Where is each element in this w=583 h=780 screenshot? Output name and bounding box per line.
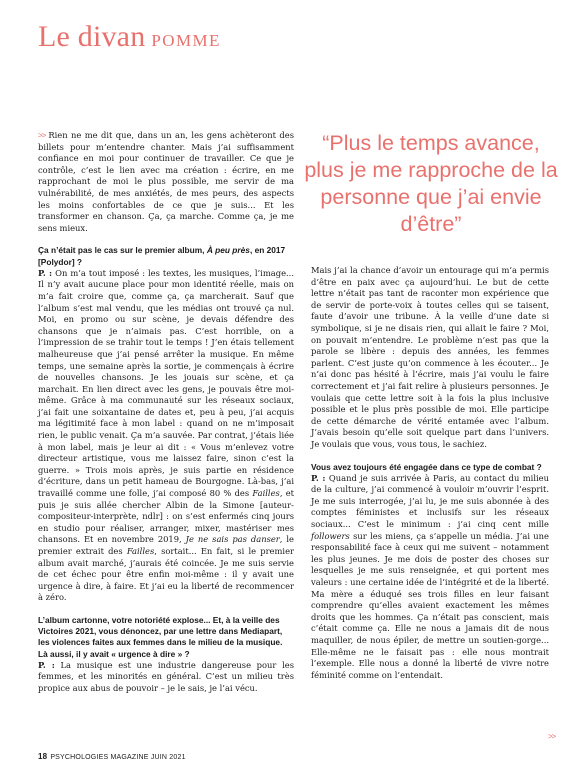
paragraph: >> Rien ne me dit que, dans un an, les gens achèteront des billets pour m’entendre chanter. Mais j’ai suffisamment confiance en moi pour continuer de travailler. Ce que je contrôle, c’est le lien avec ma création : écrire, en me rapprochant de moi le plus possible, me servir de ma vulnérabilité, de mes anxiétés, de mes peurs, des aspects les moins confortables de ce que je suis... Et les transformer en chanson. Ça, ça marche. Comme ça, je me sens mieux. bbox=[38, 130, 294, 233]
next-page-arrow-icon: >> bbox=[548, 732, 556, 741]
speaker-label: P. : bbox=[311, 472, 326, 483]
paragraph: P. : On m’a tout imposé : les textes, les musiques, l’image... Il n’y avait aucune place pour mon identité réelle, mais on m’a fait croire que, comme ça, ça marcherait. Sauf que l’album s’est mal vendu, que les médias ont trouvé ça nul. Moi, en promo ou sur scène, je devais défendre des chansons que je n’aimais pas. C’est horrible, on a l’impression de se trahir tout le temps ! J’en étais tellement malheureuse que j’ai pensé arrêter la musique. En même temps, une semaine après la sortie, je commençais à écrire de nouvelles chansons. Je les jouais sur scène, et ça marchait. En lien direct avec les gens, je pouvais être moi-même. Grâce à ma communauté sur les réseaux sociaux, j’ai fait une soixantaine de dates et, peu à peu, j’ai acquis ma légitimité face à mon label : quand on ne m’imposait rien, le public venait. Ça m’a sauvée. Par contrat, j’étais liée à mon label, mais je leur ai dit : « Vous m’enlevez votre directeur artistique, vous me laissez faire, sinon c’est la guerre. » Trois mois après, je suis partie en résidence d’écriture, dans un petit hameau de Bourgogne. Là-bas, j’ai travaillé comme une folle, j’ai composé 80 % des Failles, et puis je suis allée chercher Albin de la Simone [auteur-compositeur-interprète, ndlr] : on s’est enfermés cinq jours en studio pour réaliser, arranger, mixer, mastériser mes chansons. Et en novembre 2019, Je ne sais pas danser, le premier extrait des Failles, sortait... En fait, si le premier album avait marché, j’aurais été coincée. Je me suis servie de cet échec pour être enfin moi-même : il y avait une urgence à dire, à faire. Et j’ai eu la liberté de recommencer à zéro. bbox=[38, 267, 294, 603]
issue-date: JUIN 2021 bbox=[150, 754, 186, 761]
article-column-right bbox=[311, 265, 549, 681]
pull-quote: “Plus le temps avance, plus je me rapproche de la personne que j’ai envie d’être” bbox=[304, 131, 558, 236]
magazine-name: PSYCHOLOGIES MAGAZINE bbox=[50, 754, 149, 761]
paragraph: Mais j’ai la chance d’avoir un entourage qui m’a permis d’être en paix avec ça aujourd’hui. Le but de cette lettre n’était pas tant de raconter mon expérience que de servir de porte-voix à toutes celles qui se taisent, faute d’avoir une tribune. À la veille d’une date si symbolique, si je ne disais rien, qui allait le faire ? Moi, on pouvait m’entendre. Le problème n’est pas que la parole se libère : depuis des années, les femmes parlent. C’est juste qu’on commence à les écouter... Je n’ai donc pas hésité à l’écrire, mais j’ai voulu le faire correctement et j’ai fait relire à plusieurs personnes. Je voulais que cette lettre soit à la fois la plus inclusive possible et le plus près possible de moi. Elle participe de cette démarche de vérité entamée avec l’album. J’avais besoin qu’elle soit quelque part dans l’univers. Je voulais que vous, vous tous, le sachiez. bbox=[311, 265, 549, 449]
paragraph: P. : La musique est une industrie dangereuse pour les femmes, et les minorités en général. C’est un milieu très propice aux abus de pouvoir – je le sais, je l’ai vécu. bbox=[38, 659, 294, 693]
section-header bbox=[38, 20, 221, 60]
interview-question: Vous avez toujours été engagée dans ce type de combat ? bbox=[311, 461, 542, 472]
page-number: 18 bbox=[38, 752, 48, 761]
section-title: Le divan bbox=[38, 20, 146, 53]
continue-arrow-icon: >> bbox=[38, 131, 46, 140]
interview-question: Ça n’était pas le cas sur le premier album, À peu près, en 2017 [Polydor] ? bbox=[38, 245, 286, 267]
page-footer bbox=[38, 752, 186, 761]
speaker-label: P. : bbox=[38, 659, 55, 670]
interview-question: L’album cartonne, votre notoriété explose... Et, à la veille des Victoires 2021, vous dénoncez, par une lettre dans Mediapart, les violences faites aux femmes dans le milieu de la musique. Là aussi, il y avait « urgence à dire » ? bbox=[38, 614, 283, 659]
paragraph: P. : Quand je suis arrivée à Paris, au contact du milieu de la culture, j’ai commencé à vouloir m’ouvrir l’esprit. Je me suis interrogée, j’ai lu, je me suis abonnée à des comptes féministes et inclusifs sur les réseaux sociaux... C’est le minimum : j’ai cinq cent mille followers sur les miens, ça s’appelle un média. J’ai une responsabilité face à ceux qui me suivent – notamment les plus jeunes. Je me dois de poster des choses sur lesquelles je me suis renseignée, et qui portent mes valeurs : une certaine idée de l’intégrité et de la liberté. Ma mère a éduqué ses trois filles en leur faisant comprendre qu’elles avaient exactement les mêmes droits que les hommes. Ça n’était pas conscient, mais c’était comme ça. Elle ne nous a jamais dit de nous maquiller, de nous épiler, de mettre un soutien-gorge... Elle-même ne le faisait pas : elle nous montrait l’exemple. Elle nous a donné la liberté de vivre notre féminité comme on l’entendait. bbox=[311, 472, 549, 680]
speaker-label: P. : bbox=[38, 267, 53, 278]
section-subtitle: POMME bbox=[151, 31, 221, 50]
article-column-left bbox=[38, 130, 294, 695]
